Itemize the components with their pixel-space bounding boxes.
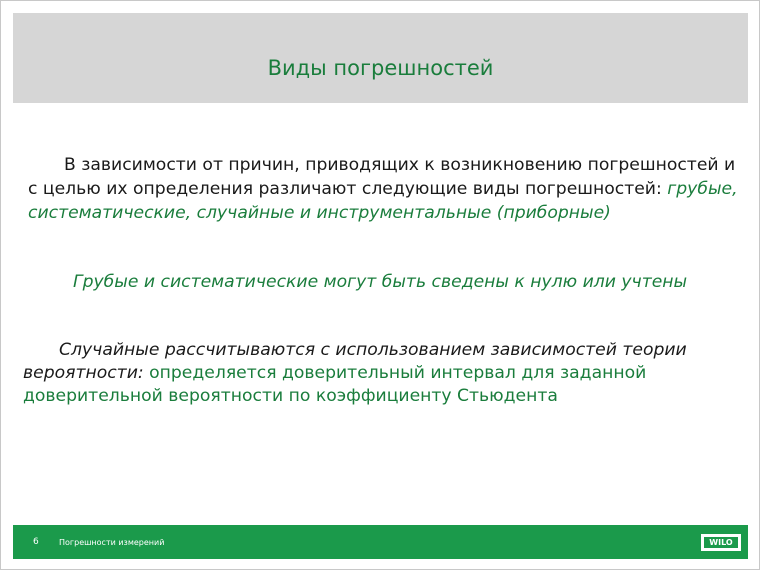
- paragraph-types-text: В зависимости от причин, приводящих к возникновению погрешностей и с целью их определения различают следующие виды погрешностей:: [28, 155, 736, 199]
- slide-title: Виды погрешностей: [267, 56, 494, 80]
- footer-bar: [13, 525, 748, 559]
- paragraph-random-rest: определяется доверительный интервал для заданной доверительной вероятности по коэффициенту Стьюдента: [23, 363, 647, 406]
- paragraph-types-of-errors: [28, 153, 748, 225]
- paragraph-gross-systematic: Грубые и систематические могут быть сведены к нулю или учтены: [73, 272, 688, 292]
- wilo-logo: [701, 534, 741, 551]
- paragraph-types-emphasis: грубые, систематические, случайные и инструментальные (приборные): [28, 179, 738, 223]
- page-number: 6: [33, 537, 39, 547]
- footer-caption: Погрешности измерений: [59, 538, 165, 547]
- paragraph-random-lead: Случайные рассчитываются с использованием зависимостей теории вероятности:: [23, 340, 687, 383]
- logo-text: WILO: [704, 537, 738, 548]
- paragraph-random-errors: [23, 339, 743, 408]
- title-band: [13, 13, 748, 103]
